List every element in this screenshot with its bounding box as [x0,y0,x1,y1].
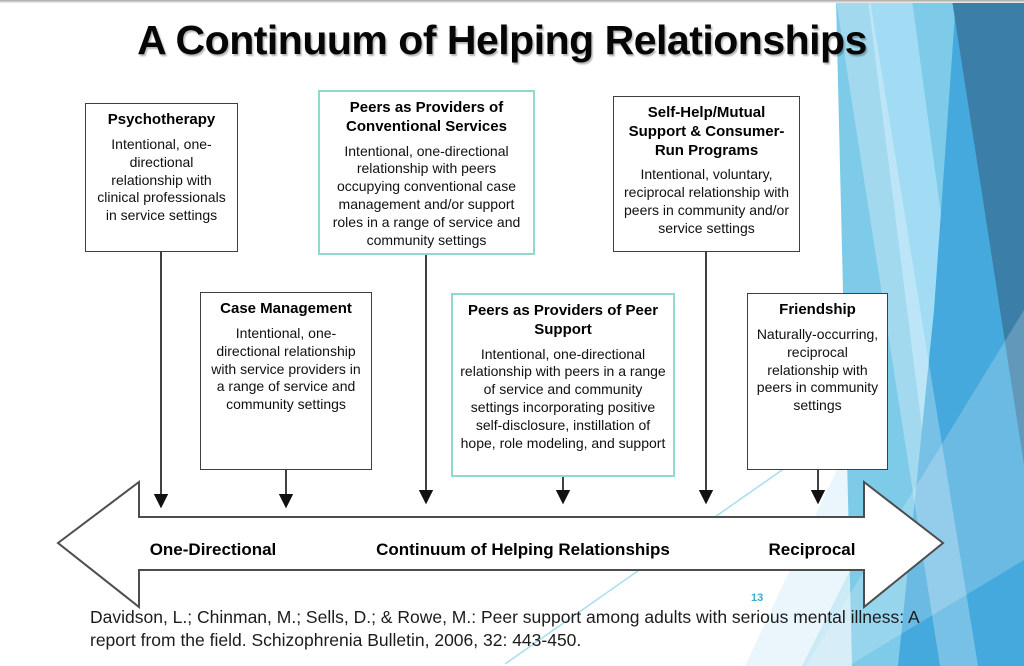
citation-line-1: Davidson, L.; Chinman, M.; Sells, D.; & Rowe, M.: Peer support among adults with serious mental illness: A [90,607,920,627]
box-body: Intentional, one-directional relationship with peers occupying conventional case management and/or support roles in a range of service and community settings [332,142,521,249]
box-title: Peers as Providers of Peer Support [467,302,659,338]
box-body: Intentional, voluntary, reciprocal relationship with peers in community and/or service settings [624,166,789,236]
box-title: Case Management [220,300,352,317]
slide-title: A Continuum of Helping Relationships [137,17,867,63]
box-conventional-services [318,90,535,255]
arrow-label-continuum: Continuum of Helping Relationships [376,540,670,559]
citation [90,606,920,652]
box-peer-support [451,293,675,477]
box-body: Intentional, one-directional relationship with service providers in a range of service and community settings [211,324,361,413]
citation-line-2: report from the field. Schizophrenia Bulletin, 2006, 32: 443-450. [90,630,582,651]
arrow-label-one-directional: One-Directional [149,540,277,559]
arrow-label-reciprocal: Reciprocal [768,540,856,559]
window-top-edge [0,0,1024,3]
box-psychotherapy [85,103,238,252]
box-friendship [747,293,888,470]
box-title: Peers as Providers of Conventional Services [346,99,507,135]
page-number: 13 [751,592,764,604]
box-body: Intentional, one-directional relationship with clinical professionals in service settings [97,135,226,224]
box-title: Psychotherapy [107,111,216,128]
box-self-help [613,96,800,252]
box-case-management [200,292,372,470]
box-title: Self-Help/Mutual Support & Consumer-Run Programs [628,104,785,159]
box-body: Intentional, one-directional relationship with peers in a range of service and community settings incorporating positive self-disclosure, instillation of hope, role modeling, and support [460,345,666,452]
box-body: Naturally-occurring, reciprocal relationship with peers in community settings [756,325,879,414]
box-title: Friendship [779,301,856,318]
